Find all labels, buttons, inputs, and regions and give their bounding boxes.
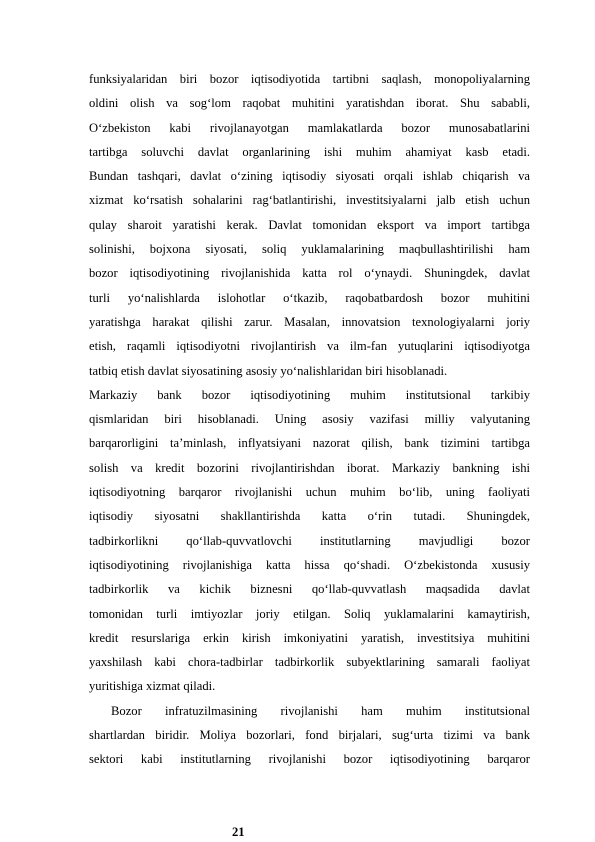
text-line: Markaziy bank bozor iqtisodiyotining muhim institutsional tarkibiy <box>89 387 530 402</box>
text-line: bozor iqtisodiyotining rivojlanishida katta rol o‘ynaydi. Shuningdek, davlat <box>89 266 530 281</box>
text-line: yaxshilash kabi chora-tadbirlar tadbirkorlik subyektlarining samarali faoliyat <box>89 655 530 670</box>
text-line: tartibga soluvchi davlat organlarining ishi muhim ahamiyat kasb etadi. <box>89 144 530 159</box>
text-line: tatbiq etish davlat siyosatining asosiy yo‘nalishlaridan biri hisoblanadi. <box>89 363 448 378</box>
text-line: iqtisodiy siyosatni shakllantirishda katta o‘rin tutadi. Shuningdek, <box>89 509 530 524</box>
text-line: tomonidan turli imtiyozlar joriy etilgan. Soliq yuklamalarini kamaytirish, <box>89 606 530 621</box>
paragraph-market-infrastructure <box>89 699 530 772</box>
text-line: qismlaridan biri hisoblanadi. Uning asosiy vazifasi milliy valyutaning <box>89 412 530 427</box>
text-line: solish va kredit bozorini rivojlantirishdan iborat. Markaziy bankning ishi <box>89 460 530 475</box>
text-line: shartlardan biridir. Moliya bozorlari, fond birjalari, sug‘urta tizimi va bank <box>89 728 530 743</box>
body-text <box>89 67 530 772</box>
text-line: kredit resurslariga erkin kirish imkoniyatini yaratish, investitsiya muhitini <box>89 630 530 645</box>
text-line: tadbirkorlik va kichik biznesni qo‘llab-quvvatlash maqsadida davlat <box>89 582 530 597</box>
text-line: turli yo‘nalishlarda islohotlar o‘tkazib, raqobatbardosh bozor muhitini <box>89 290 530 305</box>
paragraph-central-bank <box>89 383 530 699</box>
text-line: tadbirkorlikni qo‘llab-quvvatlovchi institutlarning mavjudligi bozor <box>89 533 530 548</box>
text-line: etish, raqamli iqtisodiyotni rivojlantirish va ilm-fan yutuqlarini iqtisodiyotga <box>89 339 530 354</box>
text-line: oldini olish va sog‘lom raqobat muhitini yaratishdan iborat. Shu sababli, <box>89 96 530 111</box>
text-line: iqtisodiyotining rivojlanishiga katta hissa qo‘shadi. O‘zbekistonda xususiy <box>89 557 530 572</box>
text-line: qulay sharoit yaratishi kerak. Davlat tomonidan eksport va import tartibga <box>89 217 530 232</box>
text-line: yuritishiga xizmat qiladi. <box>89 679 216 694</box>
text-line: funksiyalaridan biri bozor iqtisodiyotida tartibni saqlash, monopoliyalarning <box>89 72 530 86</box>
text-line: Bozor infratuzilmasining rivojlanishi ham muhim institutsional <box>111 703 530 718</box>
text-line: O‘zbekiston kabi rivojlanayotgan mamlakatlarda bozor munosabatlarini <box>89 120 530 135</box>
text-line: sektori kabi institutlarning rivojlanishi bozor iqtisodiyotining barqaror <box>89 752 530 767</box>
text-line: iqtisodiyotning barqaror rivojlanishi uchun muhim bo‘lib, uning faoliyati <box>89 485 530 500</box>
text-line: yaratishga harakat qilishi zarur. Masalan, innovatsion texnologiyalarni joriy <box>89 314 530 329</box>
paragraph-government-role <box>89 67 530 383</box>
page-number: 21 <box>232 825 245 839</box>
text-line: Bundan tashqari, davlat o‘zining iqtisodiy siyosati orqali ishlab chiqarish va <box>89 169 530 184</box>
text-line: barqarorligini ta’minlash, inflyatsiyani nazorat qilish, bank tizimini tartibga <box>89 436 530 451</box>
text-line: solinishi, bojxona siyosati, soliq yuklamalarining maqbullashtirilishi ham <box>89 242 530 257</box>
text-line: xizmat ko‘rsatish sohalarini rag‘batlantirishi, investitsiyalarni jalb etish uchun <box>89 193 530 208</box>
